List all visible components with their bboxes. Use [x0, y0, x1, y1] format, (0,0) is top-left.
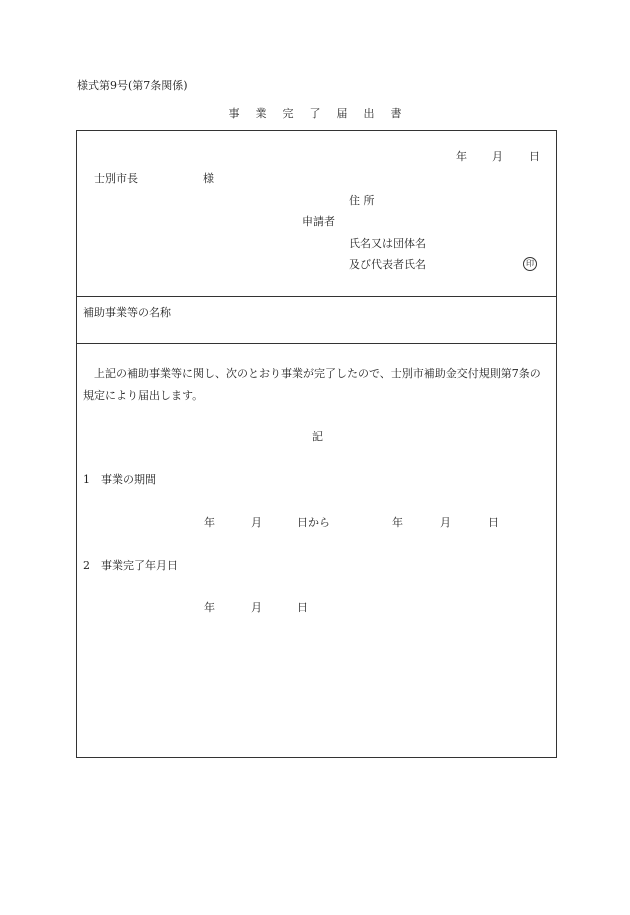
form-table: [76, 130, 557, 758]
completion-month: 月: [251, 601, 262, 614]
row-divider: [77, 296, 556, 297]
header-year: 年: [456, 150, 467, 163]
title-char: 完: [282, 107, 294, 120]
header-day: 日: [529, 150, 540, 163]
representative-label: 及び代表者氏名: [349, 258, 426, 271]
period-end-year: 年: [392, 516, 403, 529]
title-char: 事: [228, 107, 240, 120]
addressee-honorific: 様: [203, 172, 214, 185]
title-char: 出: [363, 107, 375, 120]
name-label: 氏名又は団体名: [349, 237, 426, 250]
row-divider: [77, 343, 556, 344]
period-start-day: 日から: [297, 516, 330, 529]
project-name-label: 補助事業等の名称: [83, 306, 171, 319]
applicant-label: 申請者: [302, 215, 335, 228]
period-end-day: 日: [488, 516, 499, 529]
addressee-name: 士別市長: [94, 172, 138, 185]
form-number: 様式第9号(第7条関係): [77, 79, 188, 92]
title-char: 業: [255, 107, 267, 120]
form-title: [0, 107, 630, 121]
title-char: 届: [336, 107, 348, 120]
completion-year: 年: [204, 601, 215, 614]
period-end-month: 月: [440, 516, 451, 529]
title-char: 書: [390, 107, 402, 120]
body-text: 上記の補助事業等に関し、次のとおり事業が完了したので、士別市補助金交付規則第7条の規定により届出します。: [83, 367, 541, 402]
period-label: 1 事業の期間: [83, 473, 156, 486]
completion-day: 日: [297, 601, 308, 614]
period-start-month: 月: [251, 516, 262, 529]
address-label: 住 所: [349, 194, 375, 207]
period-start-year: 年: [204, 516, 215, 529]
header-month: 月: [492, 150, 503, 163]
seal-mark: 印: [523, 257, 537, 271]
completion-label: 2 事業完了年月日: [83, 559, 178, 572]
ki-heading: 記: [312, 430, 323, 443]
title-char: 了: [309, 107, 321, 120]
